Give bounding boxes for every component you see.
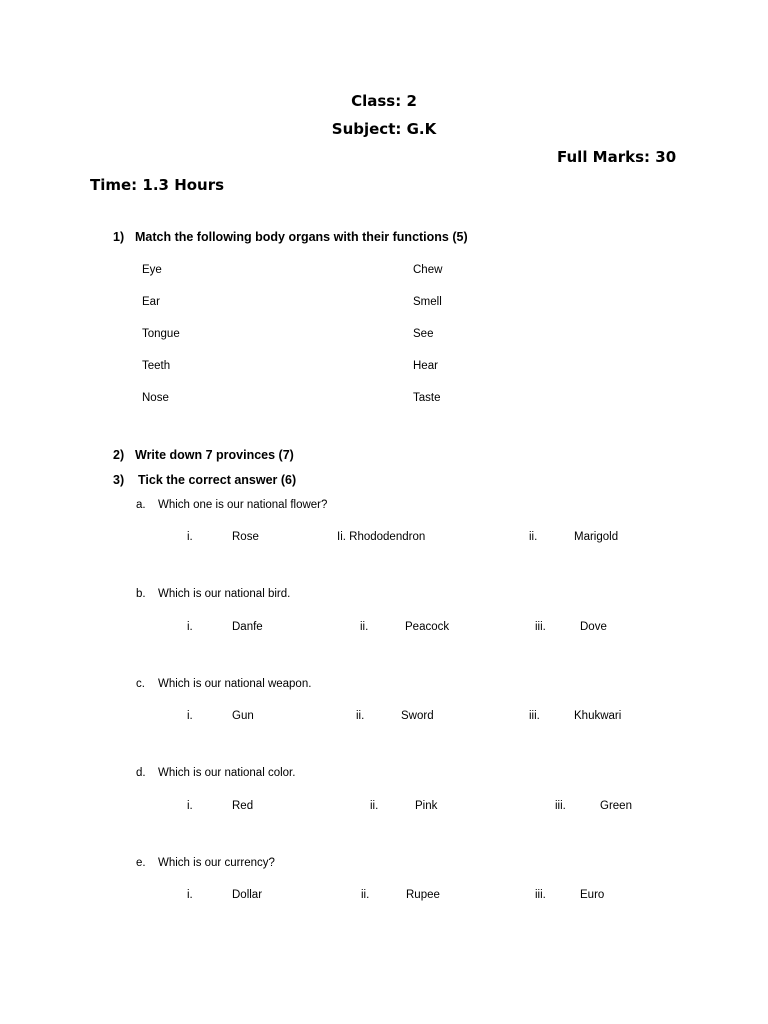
q3-item-letter: c. (136, 678, 145, 690)
q2-number: 2) (113, 448, 125, 462)
option-text: Khukwari (574, 710, 622, 722)
class-heading: Class: 2 (351, 92, 417, 110)
option-numeral: i. (187, 710, 193, 722)
option-text: Rupee (406, 889, 440, 901)
q3-text: Tick the correct answer (6) (138, 473, 297, 487)
q1-left-item: Ear (142, 296, 160, 308)
option-text: Danfe (232, 621, 263, 633)
option-text: Ii. Rhododendron (337, 531, 426, 543)
q3-item-question: Which one is our national flower? (158, 499, 328, 511)
q3-item-question: Which is our national color. (158, 767, 296, 779)
option-text: Pink (415, 800, 438, 812)
option-text: Red (232, 800, 254, 812)
q1-left-item: Eye (142, 264, 162, 276)
option-numeral: i. (187, 531, 193, 543)
option-text: Dove (580, 621, 607, 633)
option-text: Marigold (574, 531, 619, 543)
option-numeral: iii. (529, 710, 540, 722)
q1-left-item: Nose (142, 392, 169, 404)
q3-item-question: Which is our currency? (158, 857, 275, 869)
option-numeral: ii. (370, 800, 379, 812)
q1-right-item: Smell (413, 296, 442, 308)
option-text: Sword (401, 710, 434, 722)
option-numeral: iii. (535, 889, 546, 901)
q1-right-item: See (413, 328, 434, 340)
option-numeral: ii. (529, 531, 538, 543)
time-label: Time: 1.3 Hours (90, 176, 225, 194)
q1-text: Match the following body organs with their functions (5) (135, 230, 468, 244)
option-numeral: iii. (555, 800, 566, 812)
option-numeral: ii. (360, 621, 369, 633)
q3-item-letter: b. (136, 588, 146, 600)
q1-right-item: Taste (413, 392, 441, 404)
q1-number: 1) (113, 230, 125, 244)
option-text: Rose (232, 531, 259, 543)
option-text: Euro (580, 889, 605, 901)
option-numeral: i. (187, 889, 193, 901)
option-text: Peacock (405, 621, 450, 633)
option-numeral: i. (187, 621, 193, 633)
q1-right-item: Chew (413, 264, 443, 276)
option-numeral: i. (187, 800, 193, 812)
q3-item-letter: e. (136, 857, 146, 869)
option-numeral: ii. (361, 889, 370, 901)
q3-number: 3) (113, 473, 125, 487)
option-text: Green (600, 800, 632, 812)
q3-item-letter: a. (136, 499, 146, 511)
option-numeral: iii. (535, 621, 546, 633)
q2-text: Write down 7 provinces (7) (135, 448, 294, 462)
subject-heading: Subject: G.K (331, 120, 437, 138)
q1-right-item: Hear (413, 360, 438, 372)
q3-item-question: Which is our national weapon. (158, 678, 312, 690)
q3-item-question: Which is our national bird. (158, 588, 291, 600)
q1-left-item: Tongue (142, 328, 180, 340)
option-text: Gun (232, 710, 254, 722)
q1-left-item: Teeth (142, 360, 171, 372)
option-numeral: ii. (356, 710, 365, 722)
full-marks: Full Marks: 30 (557, 148, 677, 166)
option-text: Dollar (232, 889, 263, 901)
q3-item-letter: d. (136, 767, 146, 779)
